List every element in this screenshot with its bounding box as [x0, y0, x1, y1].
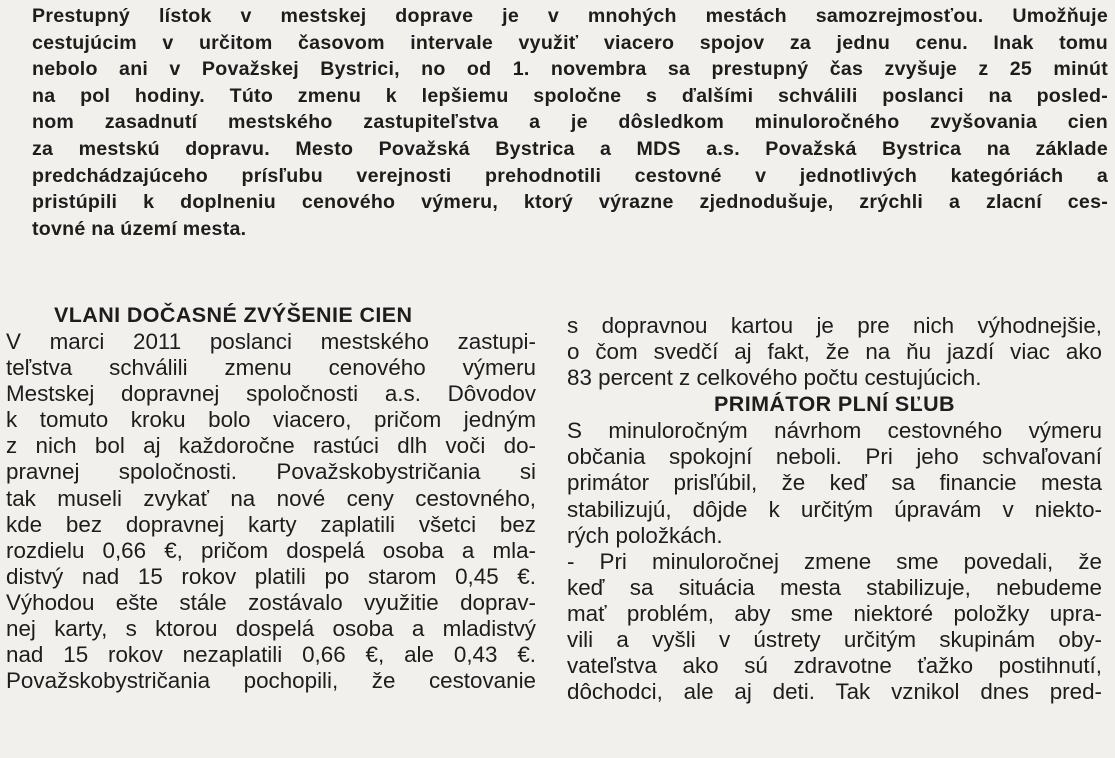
body-line: nej karty, s ktorou dospelá osoba a mladistvý — [6, 616, 536, 642]
lead-line: cestujúcim v určitom časovom intervale využiť viacero spojov za jednu cenu. Inak tomu — [32, 31, 1108, 54]
body-line: vili a vyšli v ústrety určitým skupinám oby- — [567, 627, 1102, 653]
lead-line: na pol hodiny. Túto zmenu k lepšiemu spoločne s ďalšími schválili poslanci na posled- — [32, 84, 1108, 107]
lead-line: predchádzajúceho prísľubu verejnosti prehodnotili cestovné v jednotlivých kategóriách a — [32, 164, 1108, 187]
body-line: z nich bol aj každoročne rastúci dlh voči do- — [6, 433, 536, 459]
lead-line: nebolo ani v Považskej Bystrici, no od 1. novembra sa prestupný čas zvyšuje z 25 minút — [32, 58, 1108, 81]
body-line: nad 15 rokov nezaplatili 0,66 €, ale 0,43 €. — [6, 642, 536, 668]
lead-line: pristúpili k doplneniu cenového výmeru, ktorý výrazne zjednodušuje, zrýchli a zlacní ces- — [32, 191, 1108, 214]
article-lead-paragraph — [32, 3, 1108, 242]
body-line: rých položkách. — [567, 522, 723, 548]
lead-line: nom zasadnutí mestského zastupiteľstva a je dôsledkom minuloročného zvyšovania cien — [32, 111, 1108, 134]
body-line: kde bez dopravnej karty zaplatili všetci bez — [6, 511, 536, 537]
lead-line: za mestskú dopravu. Mesto Považská Bystrica a MDS a.s. Považská Bystrica na základe — [32, 137, 1108, 160]
body-line: pravnej spoločnosti. Považskobystričania si — [6, 459, 536, 485]
lead-line: Prestupný lístok v mestskej doprave je v mnohých mestách samozrejmosťou. Umožňuje — [32, 5, 1108, 27]
body-line: o čom svedčí aj fakt, že na ňu jazdí viac ako — [567, 339, 1102, 365]
body-line: rozdielu 0,66 €, pričom dospelá osoba a mla- — [6, 537, 536, 563]
lead-line: tovné na území mesta. — [32, 217, 247, 240]
body-line: primátor prisľúbil, že keď sa financie mesta — [567, 470, 1102, 496]
body-line: distvý nad 15 rokov platili po starom 0,45 €. — [6, 563, 536, 589]
body-line: stabilizujú, dôjde k určitým úpravám v niekto- — [567, 496, 1102, 522]
right-column — [567, 313, 1102, 705]
body-line: občania spokojní neboli. Pri jeho schvaľovaní — [567, 444, 1102, 470]
body-line: s dopravnou kartou je pre nich výhodnejšie, — [567, 313, 1102, 338]
body-line: k tomuto kroku bolo viacero, pričom jedným — [6, 407, 536, 433]
body-line: mať problém, aby sme niektoré položky upra- — [567, 600, 1102, 626]
left-column — [6, 302, 536, 694]
body-line: vateľstva ako sú zdravotne ťažko postihnutí, — [567, 653, 1102, 679]
body-line: Výhodou ešte stále zostávalo využitie doprav- — [6, 589, 536, 615]
body-line: teľstva schválili zmenu cenového výmeru — [6, 355, 536, 381]
body-line: Považskobystričania pochopili, že cestovanie — [6, 668, 536, 694]
body-line: dôchodci, ale aj deti. Tak vznikol dnes pred- — [567, 679, 1102, 705]
body-line: - Pri minuloročnej zmene sme povedali, že — [567, 548, 1102, 574]
body-line: tak museli zvykať na nové ceny cestovného, — [6, 485, 536, 511]
body-line: V marci 2011 poslanci mestského zastupi- — [6, 329, 536, 354]
section-heading-price-increase: VLANI DOČASNÉ ZVÝŠENIE CIEN — [54, 303, 413, 327]
section-heading-mayor-promise: PRIMÁTOR PLNÍ SĽUB — [714, 392, 955, 417]
body-line: 83 percent z celkového počtu cestujúcich. — [567, 365, 982, 391]
body-line: S minuloročným návrhom cestovného výmeru — [567, 418, 1102, 444]
body-line: Mestskej dopravnej spoločnosti a.s. Dôvodov — [6, 381, 536, 407]
body-line: keď sa situácia mesta stabilizuje, nebudeme — [567, 574, 1102, 600]
